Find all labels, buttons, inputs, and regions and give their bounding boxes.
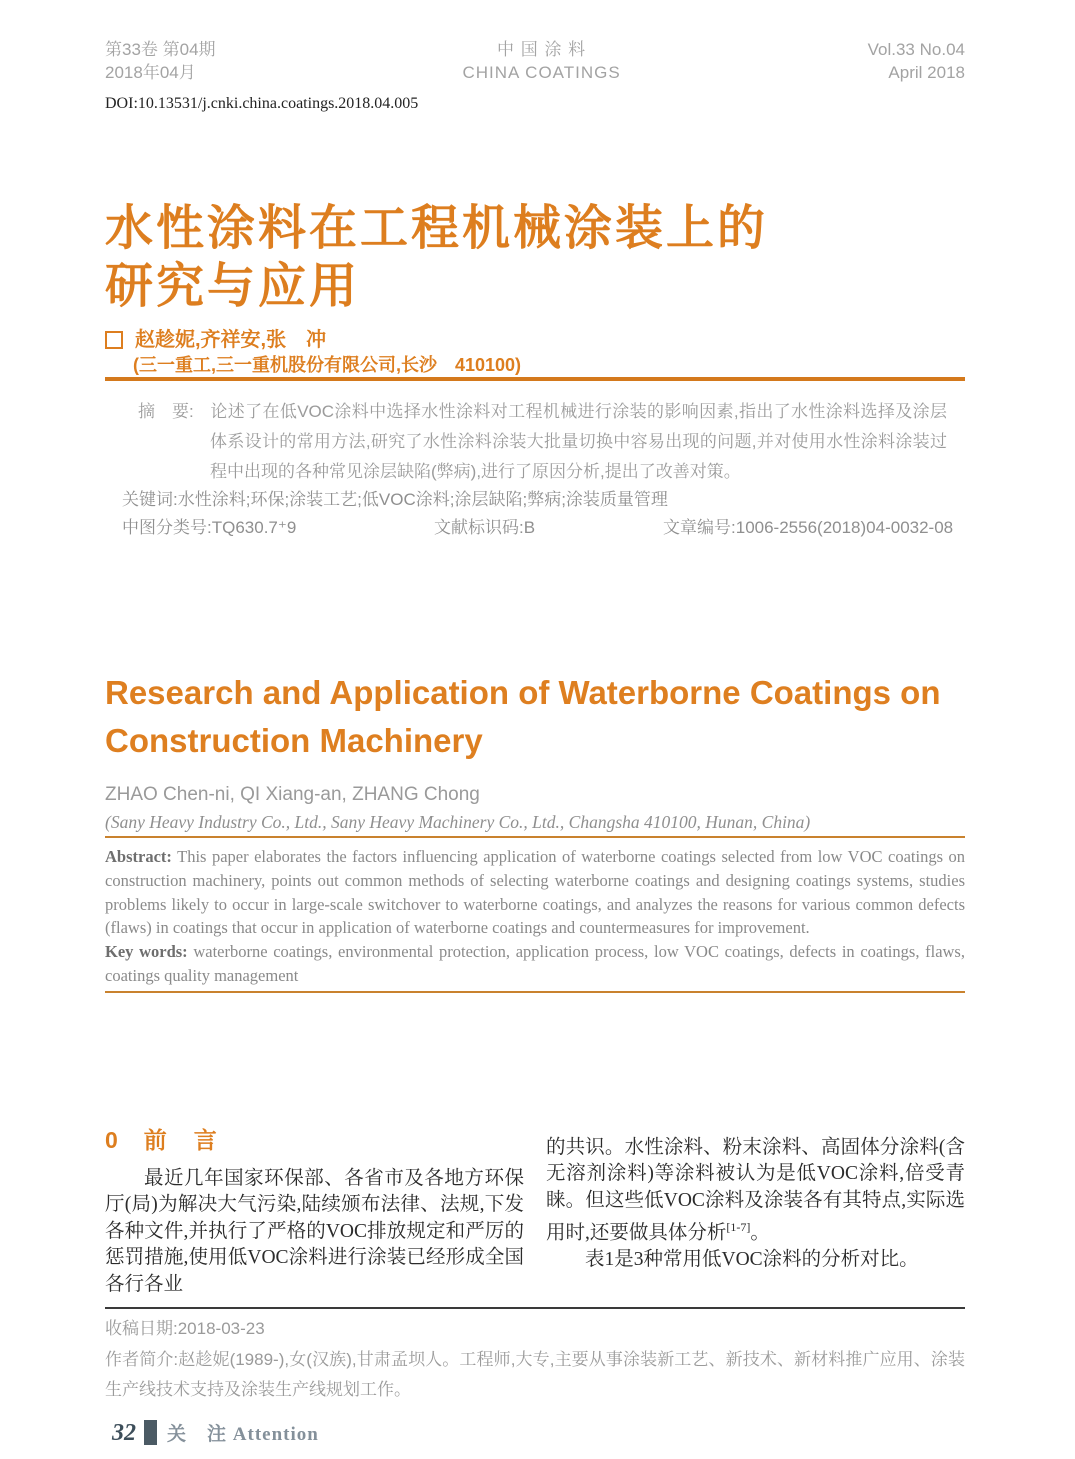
body-paragraph-right-text: 的共识。水性涂料、粉末涂料、高固体分涂料(含无溶剂涂料)等涂料被认为是低VOC涂料,倍受青睐。但这些低VOC涂料及涂装各有其特点,实际选用时,还要做具体分析 — [546, 1136, 965, 1244]
article-title-en-line1: Research and Application of Waterborne Coatings on — [105, 674, 941, 711]
footer-block-icon — [144, 1420, 157, 1445]
abstract-en-paragraph — [105, 845, 965, 940]
article-title-zh-line1: 水性涂料在工程机械涂装上的 — [105, 202, 769, 255]
body-paragraph-left: 最近几年国家环保部、各省市及各地方环保厅(局)为解决大气污染,陆续颁布法律、法规,下发各种文件,并执行了严格的VOC排放规定和严厉的惩罚措施,使用低VOC涂料进行涂装已经形成全国各行各业 — [105, 1167, 524, 1295]
column-name-en: Attention — [232, 1424, 319, 1446]
author-bio: 作者简介:赵趁妮(1989-),女(汉族),甘肃孟坝人。工程师,大专,主要从事涂装新工艺、新技术、新材料推广应用、涂装生产线技术支持及涂装生产线规划工作。 — [105, 1350, 965, 1400]
orange-divider-top — [105, 377, 965, 381]
page-footer — [112, 1419, 965, 1446]
page-number: 32 — [112, 1419, 136, 1446]
header-right — [868, 38, 965, 84]
clc-number — [122, 515, 434, 541]
abstract-en-text: This paper elaborates the factors influencing application of waterborne coatings selected from low VOC coatings on construction machinery, points out common methods of selecting waterborne coatings and designing coatings systems, studies problems likely to occur in large-scale switchover to waterborne coatings, and analyzes the reasons for various common defects (flaws) in coatings that occur in application of waterborne coatings and countermeasures for improvement. — [105, 847, 965, 938]
abstract-zh-block — [105, 397, 965, 487]
section-title: 前 言 — [143, 1126, 219, 1153]
citation-ref: [1-7] — [726, 1220, 751, 1235]
keywords-en-paragraph — [105, 940, 965, 988]
abstract-zh-paragraph — [138, 397, 947, 487]
header-center — [462, 38, 620, 84]
received-date: 收稿日期:2018-03-23 — [105, 1319, 265, 1339]
keywords-en-text: waterborne coatings, environmental protection, application process, low VOC coatings, defects in coatings, flaws, coatings quality management — [105, 942, 965, 985]
abstract-en-block — [105, 845, 965, 988]
volume-issue-zh: 第33卷 第04期 — [105, 40, 216, 59]
article-title-zh — [105, 200, 965, 316]
abstract-zh-text: 论述了在低VOC涂料中选择水性涂料对工程机械进行涂装的影响因素,指出了水性涂料选择及涂层体系设计的常用方法,研究了水性涂料涂装大批量切换中容易出现的问题,并对使用水性涂料涂装过程中出现的各种常见涂层缺陷(弊病),进行了原因分析,提出了改善对策。 — [210, 402, 947, 481]
article-number — [663, 515, 953, 541]
volume-issue-en: Vol.33 No.04 — [867, 40, 965, 59]
body-paragraph-right-2: 表1是3种常用低VOC涂料的分析对比。 — [585, 1249, 919, 1271]
article-number-value: 1006-2556(2018)04-0032-08 — [735, 518, 954, 537]
body-paragraph-right — [546, 1135, 965, 1248]
author-marker-icon — [105, 331, 123, 349]
body-column-left — [105, 1126, 524, 1299]
authors-en: ZHAO Chen-ni, QI Xiang-an, ZHANG Chong — [105, 784, 480, 805]
article-number-label: 文章编号: — [663, 518, 736, 537]
authors-zh-row — [105, 328, 965, 352]
affiliation-zh: (三一重工,三一重机股份有限公司,长沙 410100) — [133, 355, 522, 375]
authors-zh: 赵趁妮,齐祥安,张 冲 — [135, 329, 327, 351]
header-left — [105, 38, 216, 84]
article-title-zh-line2: 研究与应用 — [105, 260, 361, 313]
keywords-zh-label: 关键词: — [122, 490, 178, 509]
column-name-zh: 关 注 — [167, 1424, 228, 1446]
article-title-en — [105, 669, 965, 765]
keywords-zh-row — [105, 487, 965, 513]
column-name — [167, 1419, 319, 1446]
keywords-zh-text: 水性涂料;环保;涂装工艺;低VOC涂料;涂层缺陷;弊病;涂装质量管理 — [177, 490, 668, 509]
article-title-en-line2: Construction Machinery — [105, 722, 483, 759]
journal-name-zh: 中 国 涂 料 — [497, 40, 587, 59]
document-code — [434, 515, 663, 541]
affiliation-en: (Sany Heavy Industry Co., Ltd., Sany Heavy Machinery Co., Ltd., Changsha 410100, Hunan, China) — [105, 812, 811, 832]
body-paragraph-right-end: 。 — [750, 1222, 770, 1244]
body-columns — [105, 1126, 965, 1299]
section-heading — [105, 1126, 524, 1154]
orange-divider-english-bottom — [105, 991, 965, 993]
body-column-right — [546, 1126, 965, 1299]
keywords-en-label: Key words: — [105, 942, 188, 962]
orange-divider-english-top — [105, 836, 965, 838]
abstract-zh-label: 摘 要: — [138, 402, 194, 421]
abstract-en-label: Abstract: — [105, 847, 172, 866]
document-code-value: B — [523, 518, 536, 537]
document-code-label: 文献标识码: — [434, 518, 524, 537]
date-en: April 2018 — [888, 63, 965, 82]
doi-line: DOI:10.13531/j.cnki.china.coatings.2018.04.005 — [105, 95, 419, 112]
clc-label: 中图分类号: — [122, 518, 212, 537]
clc-value: TQ630.7⁺9 — [211, 518, 297, 537]
footnote-divider — [105, 1307, 965, 1309]
journal-header — [105, 38, 965, 84]
classification-row — [105, 515, 965, 541]
journal-name-en: CHINA COATINGS — [462, 63, 621, 82]
date-zh: 2018年04月 — [105, 63, 196, 82]
section-number: 0 — [105, 1126, 118, 1153]
